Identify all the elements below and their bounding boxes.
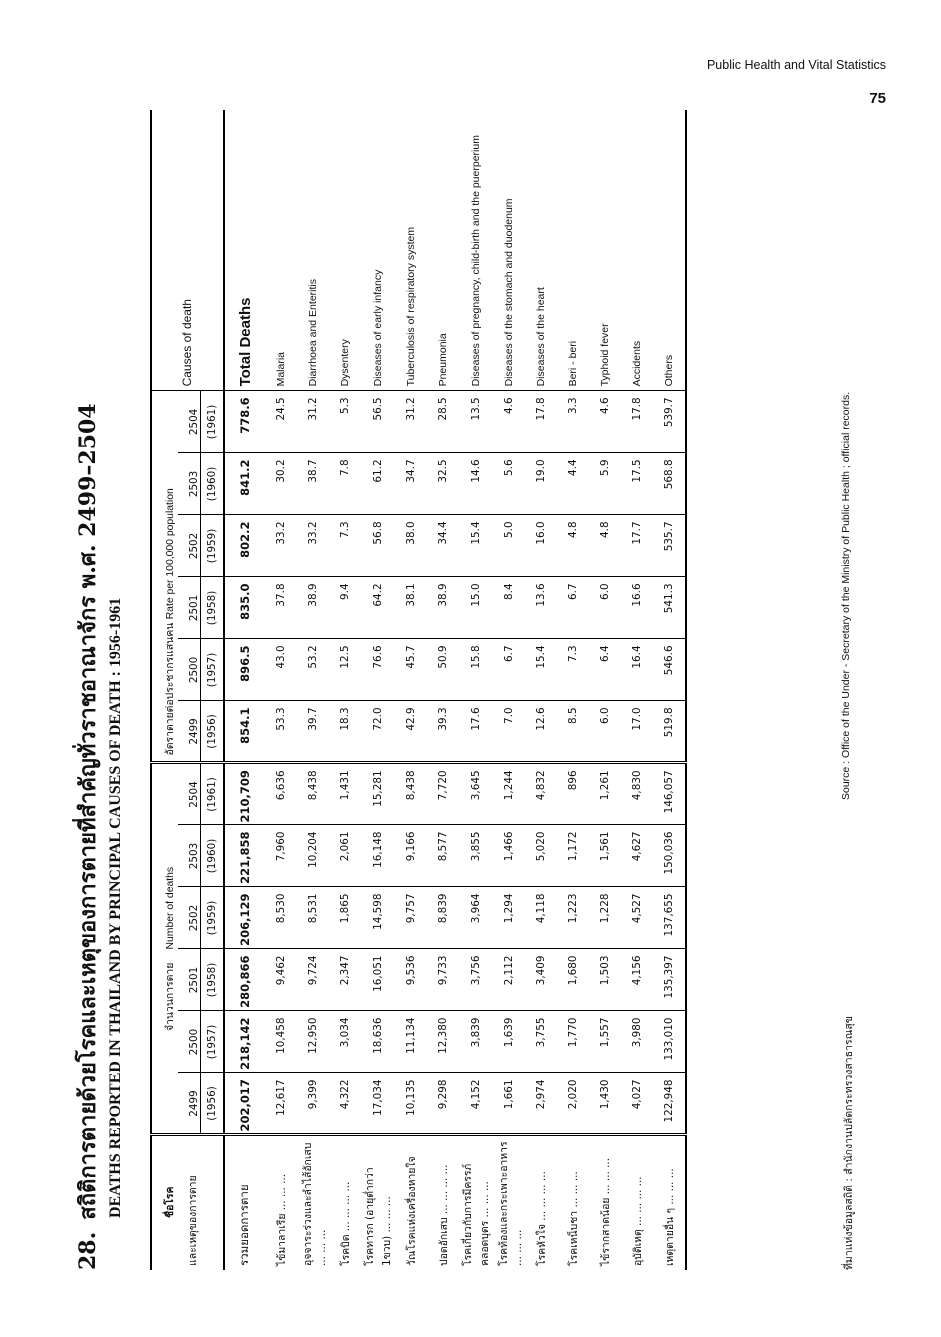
deaths-value: 7,960 <box>265 825 297 887</box>
rate-value: 72.0 <box>361 701 395 763</box>
source-note <box>840 110 862 1270</box>
rate-value: 31.2 <box>297 391 329 453</box>
rate-value: 39.3 <box>427 701 459 763</box>
cause-english: Diarrhoea and Enteritis <box>297 110 329 391</box>
cause-english: Total Deaths <box>224 110 265 391</box>
rate-value: 4.8 <box>589 515 621 577</box>
deaths-value: 3,034 <box>329 1011 361 1073</box>
cause-english: Pneumonia <box>427 110 459 391</box>
rate-value: 38.0 <box>395 515 427 577</box>
rate-value: 9.4 <box>329 577 361 639</box>
rate-value: 835.0 <box>224 577 265 639</box>
deaths-value: 2,020 <box>557 1073 589 1135</box>
cause-english: Diseases of pregnancy, child-birth and the puerperium <box>459 110 493 391</box>
rate-value: 61.2 <box>361 453 395 515</box>
rate-value: 32.5 <box>427 453 459 515</box>
rate-year-2502: 2502 <box>178 515 201 577</box>
deaths-ad-1958: (1958) <box>201 949 225 1011</box>
rate-value: 5.3 <box>329 391 361 453</box>
deaths-value: 3,980 <box>621 1011 653 1073</box>
rate-year-2499: 2499 <box>178 701 201 763</box>
deaths-ad-1957: (1957) <box>201 1011 225 1073</box>
rate-value: 76.6 <box>361 639 395 701</box>
deaths-year-2499: 2499 <box>178 1073 201 1135</box>
cause-th-subheading: และเหตุของการตาย <box>186 1175 199 1266</box>
rotated-table-area <box>70 110 880 1270</box>
rate-value: 34.7 <box>395 453 427 515</box>
cause-thai: โรคท้องและกระเพาะอาหาร ... ... ... <box>497 1141 524 1266</box>
rate-value: 4.6 <box>589 391 621 453</box>
deaths-value: 12,380 <box>427 1011 459 1073</box>
table-row <box>329 110 361 1270</box>
deaths-value: 218,142 <box>224 1011 265 1073</box>
deaths-value: 1,661 <box>493 1073 525 1135</box>
cause-thai: โรคเหน็บชา ... ... ... <box>567 1171 580 1266</box>
rate-value: 17.8 <box>525 391 557 453</box>
deaths-value: 12,617 <box>265 1073 297 1135</box>
deaths-value: 16,051 <box>361 949 395 1011</box>
rate-value: 16.4 <box>621 639 653 701</box>
deaths-value: 137,655 <box>653 887 686 949</box>
rate-value: 778.6 <box>224 391 265 453</box>
rate-ad-1956: (1956) <box>201 701 225 763</box>
rates-heading-en: Rate per 100,000 population <box>165 488 176 620</box>
cause-th-heading: ชื่อโรค <box>151 1135 178 1270</box>
deaths-value: 9,757 <box>395 887 427 949</box>
cause-en-heading: Causes of death <box>151 110 224 391</box>
deaths-value: 9,399 <box>297 1073 329 1135</box>
source-english: Source : Office of the Under - Secretary of the Ministry of Public Health ; official records. <box>840 391 852 800</box>
source-thai: ที่มาแห่งข้อมูลสถิติ : สำนักงานปลัดกระทรวงสาธารณสุข <box>843 1016 855 1270</box>
deaths-year-2502: 2502 <box>178 887 201 949</box>
cause-thai: รวมยอดการตาย <box>237 1184 251 1266</box>
deaths-value: 1,261 <box>589 763 621 825</box>
rate-value: 31.2 <box>395 391 427 453</box>
cause-thai: โรคหัวใจ ... ... ... ... <box>535 1171 548 1266</box>
rate-value: 15.4 <box>525 639 557 701</box>
table-title-thai <box>70 110 105 1270</box>
rate-value: 30.2 <box>265 453 297 515</box>
cause-thai: โรคทารก (อายุต่ำกว่า 1ขวบ) ... ... ... <box>364 1167 393 1266</box>
cause-thai: วัณโรคแห่งเครื่องหายใจ <box>405 1156 418 1266</box>
deaths-value: 10,135 <box>395 1073 427 1135</box>
cause-thai: อุจจาระร่วงและลำไส้อักเสบ ... ... ... <box>301 1142 328 1266</box>
deaths-value: 146,057 <box>653 763 686 825</box>
deaths-value: 3,645 <box>459 763 493 825</box>
cause-english: Accidents <box>621 110 653 391</box>
deaths-ad-1961: (1961) <box>201 763 225 825</box>
deaths-value: 3,755 <box>525 1011 557 1073</box>
cause-thai: โรคบิด ... ... ... ... <box>339 1181 352 1266</box>
rate-value: 12.5 <box>329 639 361 701</box>
rate-year-2504: 2504 <box>178 391 201 453</box>
deaths-year-2500: 2500 <box>178 1011 201 1073</box>
rate-value: 33.2 <box>265 515 297 577</box>
rate-value: 38.1 <box>395 577 427 639</box>
deaths-value: 1,228 <box>589 887 621 949</box>
rates-heading-th: อัตราตายต่อประชากรแสนคน <box>164 622 176 756</box>
deaths-table <box>150 110 687 1270</box>
rate-value: 16.0 <box>525 515 557 577</box>
cause-thai: อุบัติเหตุ ... ... ... ... <box>631 1176 644 1266</box>
cause-english: Dysentery <box>329 110 361 391</box>
rate-value: 3.3 <box>557 391 589 453</box>
table-row <box>427 110 459 1270</box>
rate-value: 8.4 <box>493 577 525 639</box>
cause-english: Diseases of early infancy <box>361 110 395 391</box>
table-row <box>589 110 621 1270</box>
rate-value: 53.3 <box>265 701 297 763</box>
rate-value: 16.6 <box>621 577 653 639</box>
rate-value: 6.7 <box>557 577 589 639</box>
rate-value: 6.0 <box>589 577 621 639</box>
cause-thai: โรคเกี่ยวกับการมีครรภ์ คลอดบุตร ... ... ... <box>462 1163 491 1266</box>
rate-value: 7.3 <box>329 515 361 577</box>
rate-year-2500: 2500 <box>178 639 201 701</box>
deaths-value: 8,577 <box>427 825 459 887</box>
rate-value: 6.7 <box>493 639 525 701</box>
rate-year-2501: 2501 <box>178 577 201 639</box>
cause-english: Typhoid fever <box>589 110 621 391</box>
deaths-value: 1,294 <box>493 887 525 949</box>
deaths-value: 4,027 <box>621 1073 653 1135</box>
table-row <box>265 110 297 1270</box>
table-row <box>297 110 329 1270</box>
rate-value: 13.5 <box>459 391 493 453</box>
cause-english: Malaria <box>265 110 297 391</box>
rate-value: 13.6 <box>525 577 557 639</box>
deaths-value: 8,839 <box>427 887 459 949</box>
deaths-value: 8,531 <box>297 887 329 949</box>
rate-value: 15.8 <box>459 639 493 701</box>
deaths-year-2501: 2501 <box>178 949 201 1011</box>
rate-value: 45.7 <box>395 639 427 701</box>
rate-value: 34.4 <box>427 515 459 577</box>
deaths-heading-en: Number of deaths <box>165 866 176 950</box>
deaths-value: 12,950 <box>297 1011 329 1073</box>
rate-value: 17.0 <box>621 701 653 763</box>
deaths-value: 9,536 <box>395 949 427 1011</box>
deaths-value: 122,948 <box>653 1073 686 1135</box>
rate-value: 39.7 <box>297 701 329 763</box>
deaths-ad-1956: (1956) <box>201 1073 225 1135</box>
rate-value: 33.2 <box>297 515 329 577</box>
rate-value: 53.2 <box>297 639 329 701</box>
deaths-value: 210,709 <box>224 763 265 825</box>
table-row <box>493 110 525 1270</box>
deaths-value: 1,865 <box>329 887 361 949</box>
rate-ad-1957: (1957) <box>201 639 225 701</box>
deaths-value: 1,770 <box>557 1011 589 1073</box>
rate-value: 4.6 <box>493 391 525 453</box>
rate-value: 5.9 <box>589 453 621 515</box>
deaths-value: 4,156 <box>621 949 653 1011</box>
running-title: Public Health and Vital Statistics <box>706 58 886 72</box>
deaths-value: 4,832 <box>525 763 557 825</box>
cause-thai: ไข้มาลาเรีย ... ... ... <box>275 1173 288 1266</box>
rate-value: 24.5 <box>265 391 297 453</box>
rate-value: 8.5 <box>557 701 589 763</box>
deaths-value: 2,061 <box>329 825 361 887</box>
rate-value: 568.8 <box>653 453 686 515</box>
rate-value: 841.2 <box>224 453 265 515</box>
table-row <box>395 110 427 1270</box>
rate-value: 15.0 <box>459 577 493 639</box>
deaths-value: 16,148 <box>361 825 395 887</box>
deaths-heading-th: จำนวนการตาย <box>164 962 176 1032</box>
rate-value: 19.0 <box>525 453 557 515</box>
rate-value: 64.2 <box>361 577 395 639</box>
deaths-value: 15,281 <box>361 763 395 825</box>
rate-value: 896.5 <box>224 639 265 701</box>
deaths-value: 133,010 <box>653 1011 686 1073</box>
rate-value: 535.7 <box>653 515 686 577</box>
deaths-value: 4,322 <box>329 1073 361 1135</box>
rate-value: 7.8 <box>329 453 361 515</box>
deaths-value: 10,204 <box>297 825 329 887</box>
rate-value: 546.6 <box>653 639 686 701</box>
header-row-1 <box>151 110 178 1270</box>
table-row <box>361 110 395 1270</box>
deaths-value: 9,733 <box>427 949 459 1011</box>
deaths-value: 3,409 <box>525 949 557 1011</box>
deaths-value: 1,430 <box>589 1073 621 1135</box>
rate-value: 17.7 <box>621 515 653 577</box>
cause-english: Diseases of the stomach and duodenum <box>493 110 525 391</box>
rate-value: 539.7 <box>653 391 686 453</box>
rate-value: 7.0 <box>493 701 525 763</box>
deaths-value: 1,431 <box>329 763 361 825</box>
deaths-value: 3,964 <box>459 887 493 949</box>
table-row <box>224 110 265 1270</box>
deaths-heading <box>151 763 178 1135</box>
table-row <box>653 110 686 1270</box>
deaths-value: 202,017 <box>224 1073 265 1135</box>
deaths-value: 7,720 <box>427 763 459 825</box>
rate-ad-1960: (1960) <box>201 453 225 515</box>
deaths-value: 5,020 <box>525 825 557 887</box>
rate-ad-1961: (1961) <box>201 391 225 453</box>
rate-value: 541.3 <box>653 577 686 639</box>
deaths-value: 1,680 <box>557 949 589 1011</box>
rate-value: 4.8 <box>557 515 589 577</box>
rate-value: 4.4 <box>557 453 589 515</box>
deaths-value: 135,397 <box>653 949 686 1011</box>
cause-english: Others <box>653 110 686 391</box>
deaths-value: 8,438 <box>395 763 427 825</box>
rate-value: 38.9 <box>427 577 459 639</box>
rate-value: 38.9 <box>297 577 329 639</box>
rate-value: 17.6 <box>459 701 493 763</box>
rate-year-2503: 2503 <box>178 453 201 515</box>
rate-value: 56.5 <box>361 391 395 453</box>
rate-value: 6.0 <box>589 701 621 763</box>
deaths-value: 150,036 <box>653 825 686 887</box>
deaths-year-2504: 2504 <box>178 763 201 825</box>
deaths-value: 4,830 <box>621 763 653 825</box>
deaths-value: 1,557 <box>589 1011 621 1073</box>
deaths-value: 4,627 <box>621 825 653 887</box>
rate-value: 854.1 <box>224 701 265 763</box>
rate-value: 18.3 <box>329 701 361 763</box>
deaths-value: 1,503 <box>589 949 621 1011</box>
page-header <box>707 58 886 107</box>
rate-value: 6.4 <box>589 639 621 701</box>
deaths-value: 2,974 <box>525 1073 557 1135</box>
rate-value: 28.5 <box>427 391 459 453</box>
cause-english: Diseases of the heart <box>525 110 557 391</box>
cause-thai: ไข้รากสาดน้อย ... ... ... <box>599 1157 612 1266</box>
deaths-value: 1,639 <box>493 1011 525 1073</box>
deaths-value: 14,598 <box>361 887 395 949</box>
deaths-value: 1,561 <box>589 825 621 887</box>
deaths-value: 10,458 <box>265 1011 297 1073</box>
rate-value: 42.9 <box>395 701 427 763</box>
deaths-value: 3,855 <box>459 825 493 887</box>
deaths-value: 1,172 <box>557 825 589 887</box>
rate-value: 12.6 <box>525 701 557 763</box>
deaths-value: 1,244 <box>493 763 525 825</box>
deaths-value: 206,129 <box>224 887 265 949</box>
cause-english: Tuberculosis of respiratory system <box>395 110 427 391</box>
table-row <box>459 110 493 1270</box>
deaths-value: 280,866 <box>224 949 265 1011</box>
table-titles <box>70 110 130 1270</box>
rate-value: 43.0 <box>265 639 297 701</box>
deaths-value: 4,118 <box>525 887 557 949</box>
rate-value: 14.6 <box>459 453 493 515</box>
deaths-value: 9,724 <box>297 949 329 1011</box>
rate-ad-1959: (1959) <box>201 515 225 577</box>
rate-value: 519.8 <box>653 701 686 763</box>
deaths-value: 1,466 <box>493 825 525 887</box>
rate-value: 5.0 <box>493 515 525 577</box>
rate-value: 7.3 <box>557 639 589 701</box>
deaths-value: 2,112 <box>493 949 525 1011</box>
table-title-english: DEATHS REPORTED IN THAILAND BY PRINCIPAL CAUSES OF DEATH : 1956-1961 <box>107 597 124 1218</box>
cause-english: Beri - beri <box>557 110 589 391</box>
deaths-value: 8,530 <box>265 887 297 949</box>
table-title-thai-text: สถิติการตายด้วยโรคและเหตุของการตายที่สำคัญทั่วราชอาณาจักร พ.ศ. 2499–2504 <box>75 403 101 1220</box>
deaths-value: 8,438 <box>297 763 329 825</box>
deaths-value: 3,839 <box>459 1011 493 1073</box>
rate-value: 37.8 <box>265 577 297 639</box>
rate-value: 17.8 <box>621 391 653 453</box>
rate-ad-1958: (1958) <box>201 577 225 639</box>
table-row <box>557 110 589 1270</box>
cause-thai: เหตุตายอื่น ๆ ... ... ... <box>653 1135 686 1270</box>
deaths-value: 18,636 <box>361 1011 395 1073</box>
deaths-ad-1959: (1959) <box>201 887 225 949</box>
rate-value: 38.7 <box>297 453 329 515</box>
deaths-value: 3,756 <box>459 949 493 1011</box>
rates-heading <box>151 391 178 763</box>
deaths-value: 2,347 <box>329 949 361 1011</box>
rate-value: 17.5 <box>621 453 653 515</box>
deaths-value: 4,527 <box>621 887 653 949</box>
rate-value: 50.9 <box>427 639 459 701</box>
deaths-value: 11,134 <box>395 1011 427 1073</box>
deaths-value: 1,223 <box>557 887 589 949</box>
rate-value: 15.4 <box>459 515 493 577</box>
page-number: 75 <box>869 90 886 107</box>
header-spacer <box>201 1135 225 1270</box>
deaths-value: 896 <box>557 763 589 825</box>
cause-thai: ปอดอักเสบ ... ... ... ... <box>437 1164 450 1266</box>
deaths-value: 9,166 <box>395 825 427 887</box>
deaths-year-2503: 2503 <box>178 825 201 887</box>
rate-value: 56.8 <box>361 515 395 577</box>
deaths-value: 9,462 <box>265 949 297 1011</box>
deaths-value: 221,858 <box>224 825 265 887</box>
deaths-value: 17,034 <box>361 1073 395 1135</box>
table-row <box>525 110 557 1270</box>
deaths-value: 6,636 <box>265 763 297 825</box>
rate-value: 5.6 <box>493 453 525 515</box>
deaths-value: 4,152 <box>459 1073 493 1135</box>
deaths-value: 9,298 <box>427 1073 459 1135</box>
table-row <box>621 110 653 1270</box>
deaths-ad-1960: (1960) <box>201 825 225 887</box>
rate-value: 802.2 <box>224 515 265 577</box>
table-number: 28. <box>75 1231 101 1270</box>
